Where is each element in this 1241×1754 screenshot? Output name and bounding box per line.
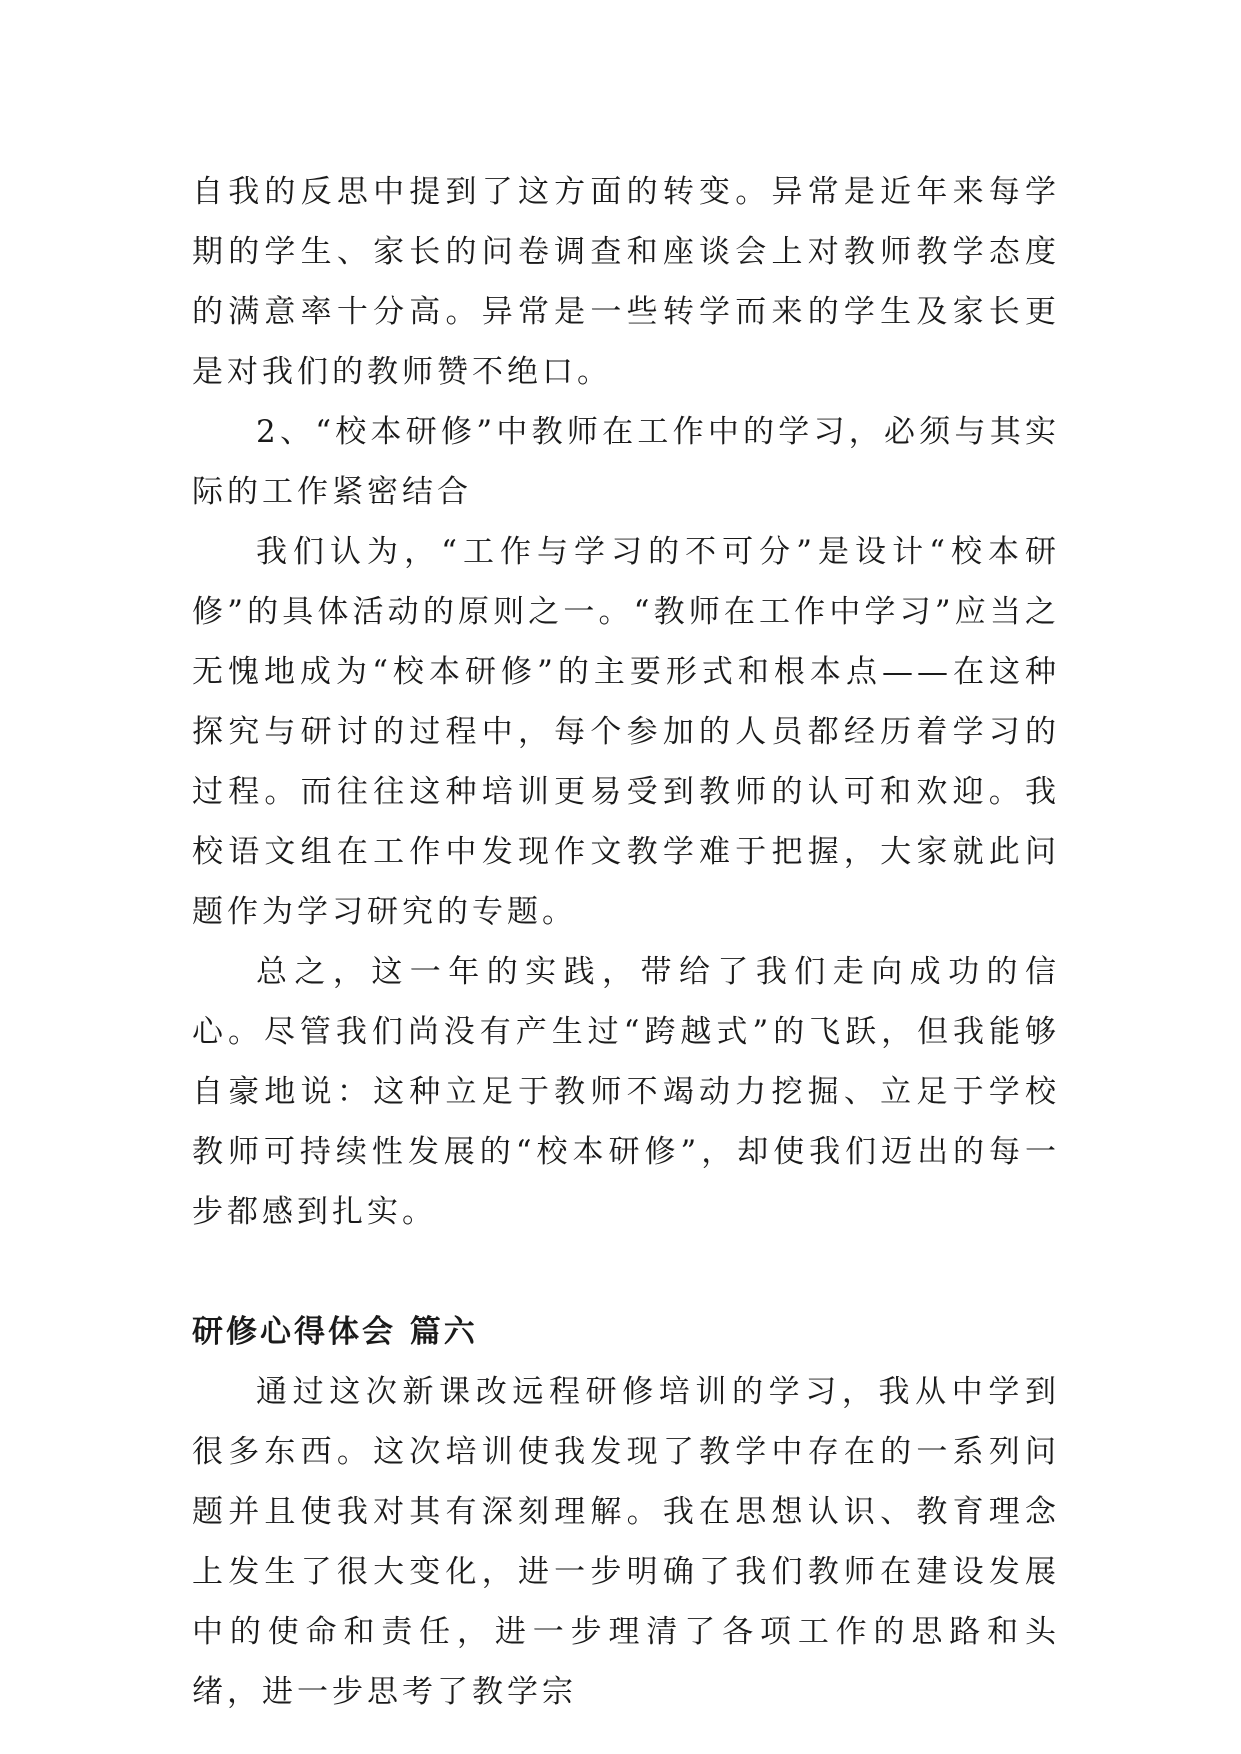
section-title: 研修心得体会 篇六 [192,1314,478,1350]
section-paragraph: 通过这次新课改远程研修培训的学习，我从中学到很多东西。这次培训使我发现了教学中存在的一系列问题并且使我对其有深刻理解。我在思想认识、教育理念上发生了很大变化，进一步明确了我们教师在建设发展中的使命和责任，进一步理清了各项工作的思路和头绪，进一步思考了教学宗 [192,1374,1060,1710]
paragraph-continuation: 自我的反思中提到了这方面的转变。异常是近年来每学期的学生、家长的问卷调查和座谈会上对教师教学态度的满意率十分高。异常是一些转学而来的学生及家长更是对我们的教师赞不绝口。 [192,174,1060,390]
paragraph-subheading: 2、“校本研修”中教师在工作中的学习，必须与其实际的工作紧密结合 [192,414,1060,510]
paragraph-summary: 总之，这一年的实践，带给了我们走向成功的信心。尽管我们尚没有产生过“跨越式”的飞跃，但我能够自豪地说：这种立足于教师不竭动力挖掘、立足于学校教师可持续性发展的“校本研修”，却使我们迈出的每一步都感到扎实。 [192,954,1060,1230]
document-body [192,162,1060,1722]
paragraph-work-learning: 我们认为，“工作与学习的不可分”是设计“校本研修”的具体活动的原则之一。“教师在工作中学习”应当之无愧地成为“校本研修”的主要形式和根本点——在这种探究与研讨的过程中，每个参加的人员都经历着学习的过程。而往往这种培训更易受到教师的认可和欢迎。我校语文组在工作中发现作文教学难于把握，大家就此问题作为学习研究的专题。 [192,534,1060,930]
